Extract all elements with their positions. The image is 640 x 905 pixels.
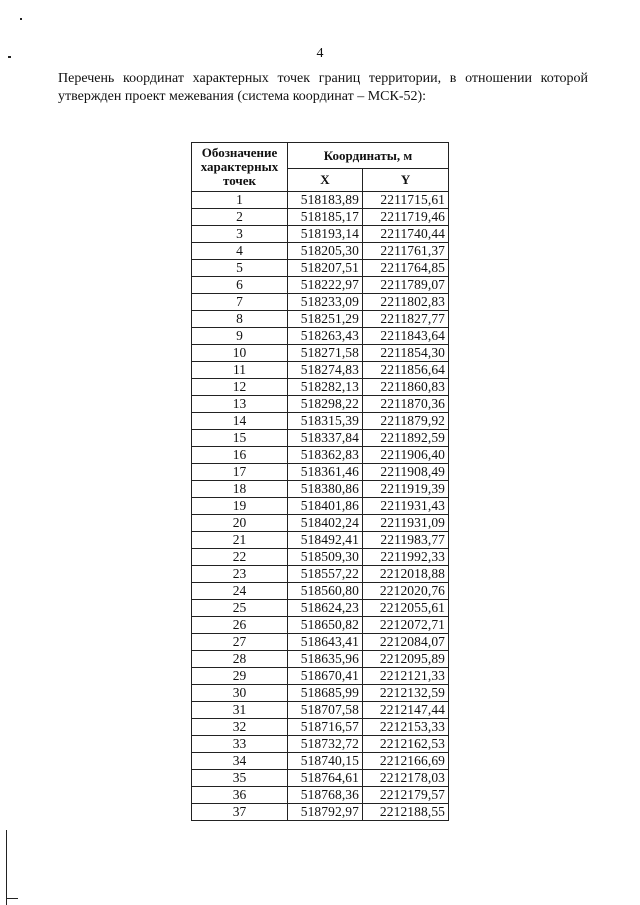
point-number-cell: 24 [192,583,288,600]
x-coordinate-cell: 518643,41 [288,634,363,651]
y-coordinate-cell: 2212147,44 [363,702,449,719]
x-coordinate-cell: 518764,61 [288,770,363,787]
table-row [192,362,449,379]
column-header-point: Обозначение характерных точек [192,143,288,192]
x-coordinate-cell: 518298,22 [288,396,363,413]
document-heading [58,70,588,106]
table-row [192,328,449,345]
x-coordinate-cell: 518402,24 [288,515,363,532]
point-number-cell: 1 [192,192,288,209]
point-number-cell: 15 [192,430,288,447]
y-coordinate-cell: 2211854,30 [363,345,449,362]
table-row [192,532,449,549]
y-coordinate-cell: 2211983,77 [363,532,449,549]
x-coordinate-cell: 518792,97 [288,804,363,821]
x-coordinate-cell: 518716,57 [288,719,363,736]
point-number-cell: 7 [192,294,288,311]
y-coordinate-cell: 2211908,49 [363,464,449,481]
y-coordinate-cell: 2211802,83 [363,294,449,311]
table-row [192,481,449,498]
y-coordinate-cell: 2211879,92 [363,413,449,430]
y-coordinate-cell: 2211992,33 [363,549,449,566]
x-coordinate-cell: 518707,58 [288,702,363,719]
table-row [192,413,449,430]
x-coordinate-cell: 518670,41 [288,668,363,685]
point-number-cell: 17 [192,464,288,481]
point-number-cell: 2 [192,209,288,226]
point-number-cell: 12 [192,379,288,396]
table-row [192,668,449,685]
table-row [192,600,449,617]
coordinates-table-body [192,192,449,821]
y-coordinate-cell: 2211843,64 [363,328,449,345]
point-number-cell: 37 [192,804,288,821]
point-number-cell: 14 [192,413,288,430]
coordinates-table [191,142,449,821]
point-number-cell: 32 [192,719,288,736]
scan-mark [20,18,22,20]
table-row [192,430,449,447]
y-coordinate-cell: 2212153,33 [363,719,449,736]
point-number-cell: 27 [192,634,288,651]
x-coordinate-cell: 518271,58 [288,345,363,362]
table-row [192,209,449,226]
x-coordinate-cell: 518685,99 [288,685,363,702]
x-coordinate-cell: 518401,86 [288,498,363,515]
x-coordinate-cell: 518624,23 [288,600,363,617]
table-row [192,396,449,413]
y-coordinate-cell: 2212162,53 [363,736,449,753]
heading-line-2: утвержден проект межевания (система координат – МСК-52): [58,89,427,104]
x-coordinate-cell: 518337,84 [288,430,363,447]
y-coordinate-cell: 2211906,40 [363,447,449,464]
scan-edge-line [6,830,7,905]
point-number-cell: 29 [192,668,288,685]
y-coordinate-cell: 2211761,37 [363,243,449,260]
y-coordinate-cell: 2211719,46 [363,209,449,226]
y-coordinate-cell: 2211931,09 [363,515,449,532]
x-coordinate-cell: 518650,82 [288,617,363,634]
point-number-cell: 20 [192,515,288,532]
y-coordinate-cell: 2211931,43 [363,498,449,515]
x-coordinate-cell: 518492,41 [288,532,363,549]
x-coordinate-cell: 518361,46 [288,464,363,481]
y-coordinate-cell: 2212188,55 [363,804,449,821]
y-coordinate-cell: 2212132,59 [363,685,449,702]
point-number-cell: 10 [192,345,288,362]
table-row [192,243,449,260]
y-coordinate-cell: 2212121,33 [363,668,449,685]
table-row [192,736,449,753]
y-coordinate-cell: 2211892,59 [363,430,449,447]
table-row [192,634,449,651]
y-coordinate-cell: 2212178,03 [363,770,449,787]
column-header-y: Y [363,169,449,192]
table-row [192,311,449,328]
point-number-cell: 26 [192,617,288,634]
table-row [192,566,449,583]
x-coordinate-cell: 518557,22 [288,566,363,583]
x-coordinate-cell: 518509,30 [288,549,363,566]
x-coordinate-cell: 518222,97 [288,277,363,294]
y-coordinate-cell: 2212055,61 [363,600,449,617]
table-row [192,192,449,209]
table-row [192,787,449,804]
x-coordinate-cell: 518205,30 [288,243,363,260]
table-row [192,515,449,532]
point-number-cell: 31 [192,702,288,719]
table-row [192,617,449,634]
x-coordinate-cell: 518740,15 [288,753,363,770]
y-coordinate-cell: 2211856,64 [363,362,449,379]
x-coordinate-cell: 518315,39 [288,413,363,430]
column-header-coordinates: Координаты, м [288,143,449,169]
table-row [192,464,449,481]
point-number-cell: 21 [192,532,288,549]
point-number-cell: 11 [192,362,288,379]
point-number-cell: 34 [192,753,288,770]
y-coordinate-cell: 2211919,39 [363,481,449,498]
table-row [192,277,449,294]
point-number-cell: 23 [192,566,288,583]
table-row [192,804,449,821]
table-row [192,770,449,787]
table-row [192,702,449,719]
x-coordinate-cell: 518560,80 [288,583,363,600]
x-coordinate-cell: 518282,13 [288,379,363,396]
point-number-cell: 9 [192,328,288,345]
scan-mark [8,56,11,58]
point-number-cell: 35 [192,770,288,787]
x-coordinate-cell: 518768,36 [288,787,363,804]
point-number-cell: 3 [192,226,288,243]
y-coordinate-cell: 2211740,44 [363,226,449,243]
y-coordinate-cell: 2212179,57 [363,787,449,804]
y-coordinate-cell: 2211827,77 [363,311,449,328]
point-number-cell: 8 [192,311,288,328]
y-coordinate-cell: 2212095,89 [363,651,449,668]
x-coordinate-cell: 518263,43 [288,328,363,345]
x-coordinate-cell: 518380,86 [288,481,363,498]
y-coordinate-cell: 2211789,07 [363,277,449,294]
y-coordinate-cell: 2212084,07 [363,634,449,651]
table-row [192,583,449,600]
table-row [192,345,449,362]
y-coordinate-cell: 2211860,83 [363,379,449,396]
point-number-cell: 5 [192,260,288,277]
point-number-cell: 16 [192,447,288,464]
point-number-cell: 18 [192,481,288,498]
point-number-cell: 19 [192,498,288,515]
x-coordinate-cell: 518185,17 [288,209,363,226]
column-header-x: X [288,169,363,192]
y-coordinate-cell: 2212020,76 [363,583,449,600]
table-row [192,549,449,566]
x-coordinate-cell: 518193,14 [288,226,363,243]
x-coordinate-cell: 518207,51 [288,260,363,277]
x-coordinate-cell: 518635,96 [288,651,363,668]
y-coordinate-cell: 2212072,71 [363,617,449,634]
point-number-cell: 25 [192,600,288,617]
table-row [192,294,449,311]
table-row [192,719,449,736]
x-coordinate-cell: 518251,29 [288,311,363,328]
x-coordinate-cell: 518233,09 [288,294,363,311]
heading-line-1: Перечень координат характерных точек границ территории, в отношении которой [58,71,588,86]
y-coordinate-cell: 2211764,85 [363,260,449,277]
page-number: 4 [316,46,324,61]
x-coordinate-cell: 518362,83 [288,447,363,464]
point-number-cell: 4 [192,243,288,260]
y-coordinate-cell: 2212166,69 [363,753,449,770]
point-number-cell: 30 [192,685,288,702]
x-coordinate-cell: 518183,89 [288,192,363,209]
table-row [192,379,449,396]
point-number-cell: 22 [192,549,288,566]
table-row [192,447,449,464]
table-row [192,753,449,770]
table-row [192,226,449,243]
table-row [192,260,449,277]
y-coordinate-cell: 2211870,36 [363,396,449,413]
y-coordinate-cell: 2212018,88 [363,566,449,583]
table-row [192,651,449,668]
point-number-cell: 36 [192,787,288,804]
point-number-cell: 13 [192,396,288,413]
x-coordinate-cell: 518274,83 [288,362,363,379]
x-coordinate-cell: 518732,72 [288,736,363,753]
point-number-cell: 33 [192,736,288,753]
y-coordinate-cell: 2211715,61 [363,192,449,209]
table-row [192,498,449,515]
point-number-cell: 28 [192,651,288,668]
point-number-cell: 6 [192,277,288,294]
table-row [192,685,449,702]
scan-edge-line [6,898,18,899]
